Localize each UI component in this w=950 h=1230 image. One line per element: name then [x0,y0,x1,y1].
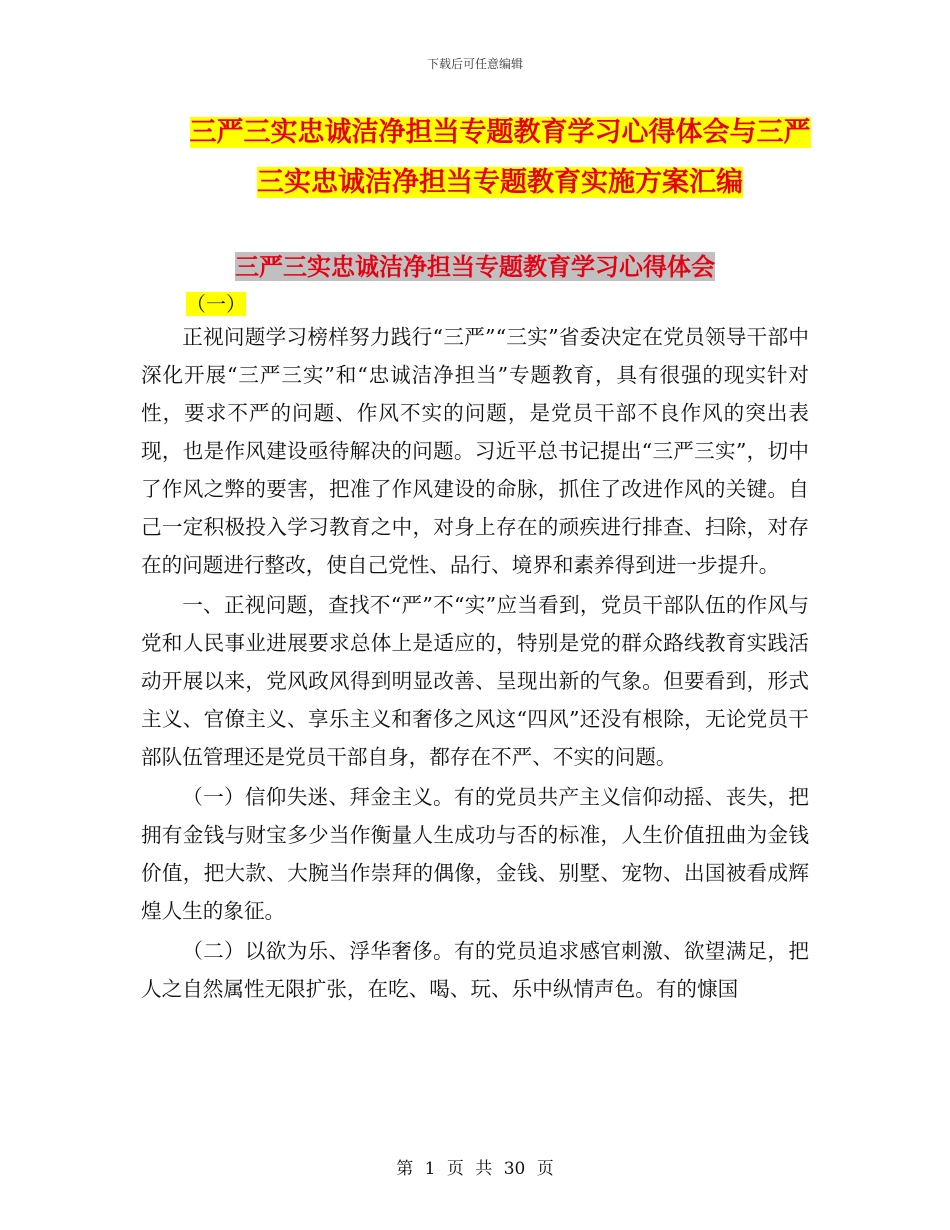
paragraph: 正视问题学习榜样努力践行“三严”“三实”省委决定在党员领导干部中深化开展“三严三实”和“忠诚洁净担当”专题教育，具有很强的现实针对性，要求不严的问题、作风不实的问题，是党员干部不良作风的突出表现，也是作风建设亟待解决的问题。习近平总书记提出“三严三实”，切中了作风之弊的要害，把准了作风建设的命脉，抓住了改进作风的关键。自己一定积极投入学习教育之中，对身上存在的顽疾进行排查、扫除，对存在的问题进行整改，使自己党性、品行、境界和素养得到进一步提升。 [141,325,809,577]
body-text [141,318,809,1010]
subsection-label [186,288,246,317]
header-note: 下载后可任意编辑 [426,57,523,71]
document-title-line-2: 三实忠诚洁净担当专题教育实施方案汇编 [257,167,743,198]
paragraph: 一、正视问题，查找不“严”不“实”应当看到，党员干部队伍的作风与党和人民事业进展要求总体上是适应的，特别是党的群众路线教育实践活动开展以来，党风政风得到明显改善、呈现出新的气象。但要看到，形式主义、官僚主义、享乐主义和奢侈之风这“四风”还没有根除，无论党员干部队伍管理还是党员干部自身，都存在不严、不实的问题。 [141,593,809,769]
subsection-label-text: （一） [186,292,246,316]
paragraph: （一）信仰失迷、拜金主义。有的党员共产主义信仰动摇、丧失，把拥有金钱与财宝多少当作衡量人生成功与否的标准，人生价值扭曲为金钱价值，把大款、大腕当作崇拜的偶像，金钱、别墅、宠物、出国被看成辉煌人生的象征。 [141,785,809,923]
paragraph: （二）以欲为乐、浮华奢侈。有的党员追求感官刺激、欲望满足，把人之自然属性无限扩张，在吃、喝、玩、乐中纵情声色。有的慷国 [141,939,809,1001]
document-title [120,108,880,208]
page-footer: 第 1 页 共 30 页 [396,1159,554,1179]
document-title-line-1: 三严三实忠诚洁净担当专题教育学习心得体会与三严 [189,117,811,148]
section-title-text: 三严三实忠诚洁净担当专题教育学习心得体会 [235,252,715,281]
section-title [0,247,950,282]
